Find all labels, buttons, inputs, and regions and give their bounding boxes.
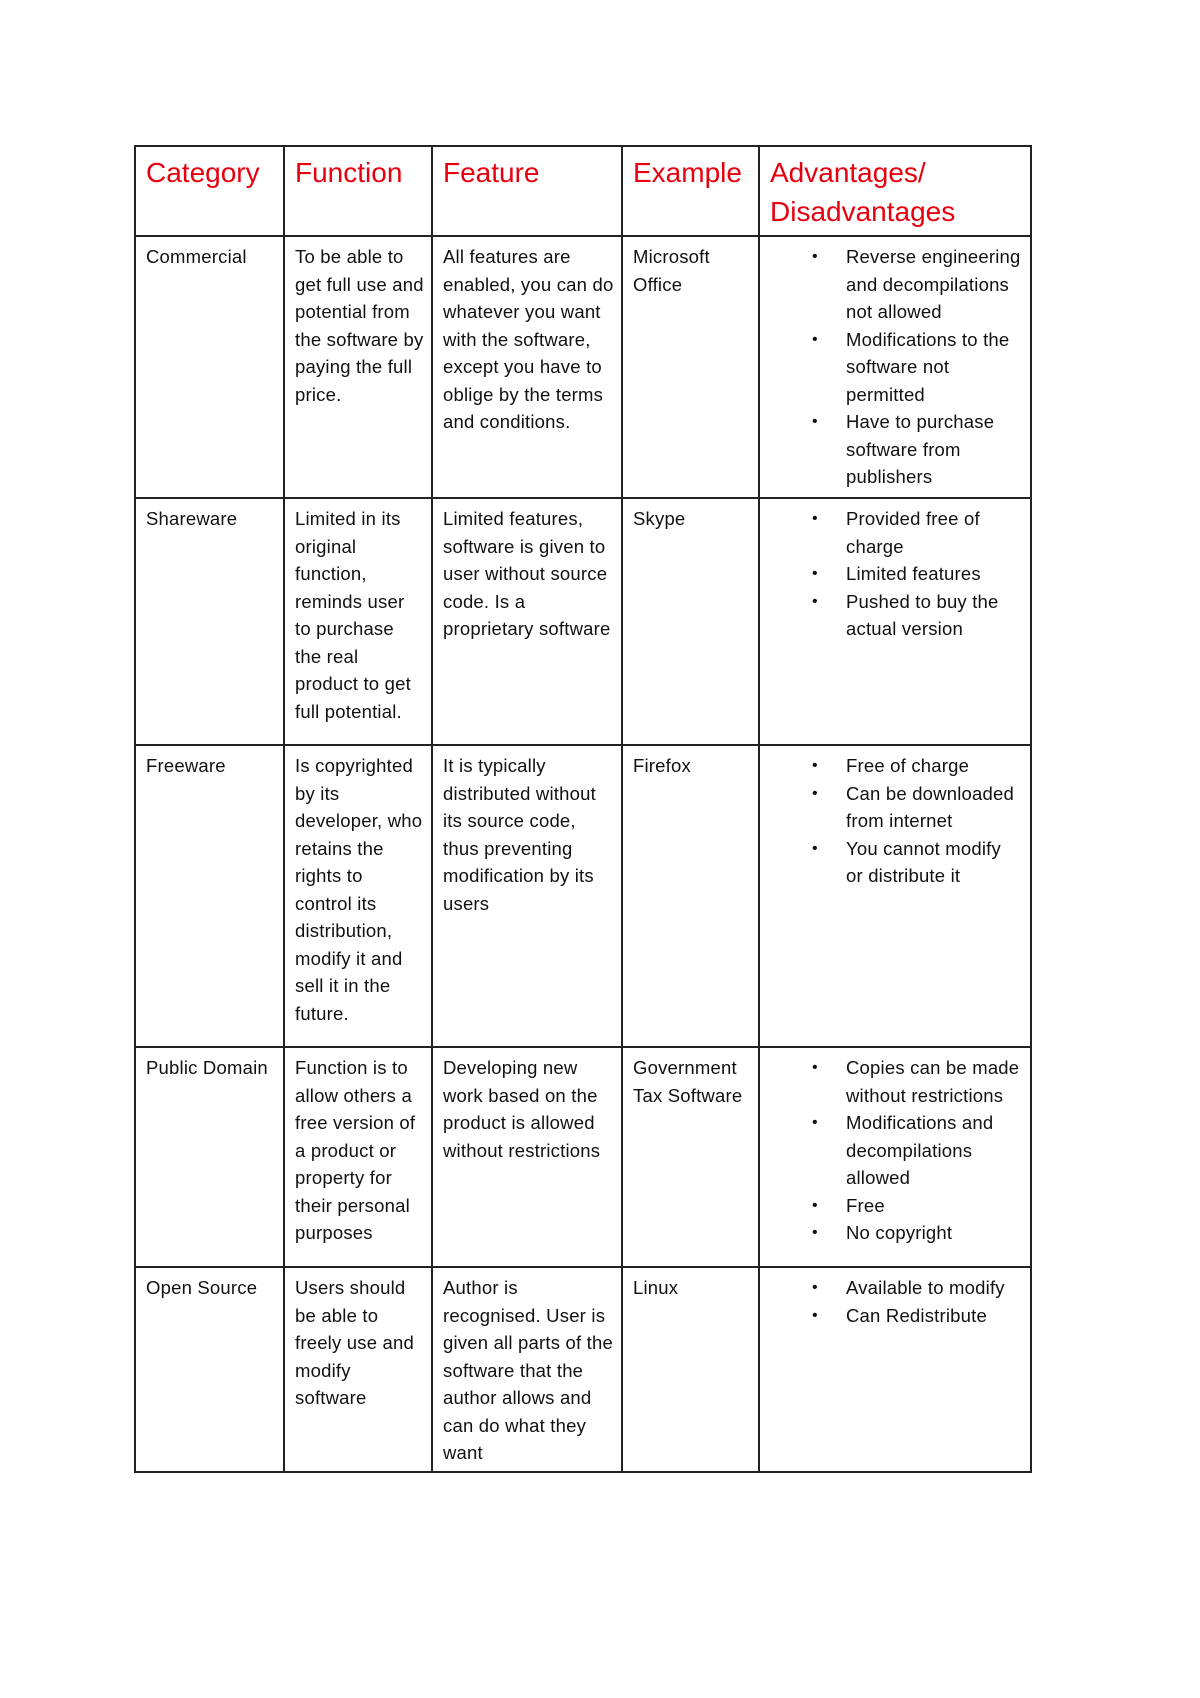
bullet-text: Copies can be made without restrictions [846,1057,1020,1106]
bullet-icon: • [812,839,818,857]
bullet-list [770,1054,1023,1247]
bullet-item [770,588,1023,643]
header-row [135,146,1031,236]
bullet-text: You cannot modify or distribute it [846,837,1001,886]
bullet-item [770,1302,1023,1330]
bullet-item [770,560,1023,588]
example-cell: Microsoft Office [622,236,759,498]
bullet-item [770,752,1023,780]
bullet-icon: • [812,565,818,582]
category-cell: Freeware [135,745,284,1047]
feature-cell: Limited features, software is given to user without source code. Is a proprietary software [432,498,622,745]
example-cell: Government Tax Software [622,1047,759,1267]
bullet-item [770,1219,1023,1247]
bullet-text: Can Redistribute [846,1304,987,1326]
table-row [135,236,1031,498]
bullet-item [770,326,1023,409]
bullet-text: Provided free of charge [846,508,980,557]
function-cell: To be able to get full use and potential from the software by paying the full price. [284,236,432,498]
bullet-icon: • [812,1306,818,1324]
bullet-icon: • [812,784,818,802]
bullet-text: Can be downloaded from internet [846,782,1014,831]
bullet-icon: • [812,1196,818,1214]
table-row [135,1267,1031,1472]
bullet-text: Modifications and decompilations allowed [846,1112,994,1188]
function-cell: Function is to allow others a free version of a product or property for their personal purposes [284,1047,432,1267]
table-row [135,498,1031,745]
function-cell: Is copyrighted by its developer, who retains the rights to control its distribution, modify it and sell it in the future. [284,745,432,1047]
bullet-item [770,1109,1023,1192]
header-advantages-disadvantages: Advantages/ Disadvantages [759,146,1031,236]
bullet-item [770,835,1023,890]
category-cell: Shareware [135,498,284,745]
feature-cell: Author is recognised. User is given all parts of the software that the author allows and can do what they want [432,1267,622,1472]
example-cell: Firefox [622,745,759,1047]
bullet-list [770,243,1023,491]
bullet-icon: • [812,1059,818,1076]
bullet-icon: • [812,1224,818,1241]
advantages-cell [759,236,1031,498]
example-cell: Linux [622,1267,759,1472]
feature-cell: It is typically distributed without its source code, thus preventing modification by its users [432,745,622,1047]
bullet-item [770,1192,1023,1220]
bullet-text: Available to modify [846,1277,1005,1298]
header-example: Example [622,146,759,236]
software-categories-table [134,145,1032,1473]
bullet-text: Pushed to buy the actual version [846,590,999,639]
feature-cell: All features are enabled, you can do whatever you want with the software, except you have to oblige by the terms and conditions. [432,236,622,498]
bullet-item [770,408,1023,491]
advantages-cell [759,498,1031,745]
bullet-list [770,752,1023,890]
advantages-cell [759,1267,1031,1472]
bullet-text: Modifications to the software not permitted [846,328,1010,405]
bullet-text: Reverse engineering and decompilations not allowed [846,246,1021,322]
bullet-text: Limited features [846,563,981,584]
bullet-icon: • [812,330,818,348]
bullet-item [770,1274,1023,1302]
bullet-icon: • [812,510,818,527]
table-row [135,745,1031,1047]
header-feature: Feature [432,146,622,236]
bullet-icon: • [812,592,818,610]
table-row [135,1047,1031,1267]
bullet-text: Free of charge [846,755,970,776]
function-cell: Users should be able to freely use and modify software [284,1267,432,1472]
bullet-icon: • [812,248,818,265]
bullet-text: Have to purchase software from publishers [846,411,995,487]
bullet-icon: • [812,1114,818,1131]
function-cell: Limited in its original function, reminds user to purchase the real product to get full potential. [284,498,432,745]
bullet-list [770,1274,1023,1329]
bullet-text: No copyright [846,1222,953,1243]
bullet-icon: • [812,413,818,430]
bullet-item [770,243,1023,326]
bullet-list [770,505,1023,643]
category-cell: Open Source [135,1267,284,1472]
example-cell: Skype [622,498,759,745]
bullet-item [770,780,1023,835]
category-cell: Commercial [135,236,284,498]
bullet-icon: • [812,1279,818,1296]
header-category: Category [135,146,284,236]
feature-cell: Developing new work based on the product is allowed without restrictions [432,1047,622,1267]
advantages-cell [759,1047,1031,1267]
header-function: Function [284,146,432,236]
bullet-icon: • [812,757,818,774]
bullet-item [770,1054,1023,1109]
bullet-item [770,505,1023,560]
advantages-cell [759,745,1031,1047]
category-cell: Public Domain [135,1047,284,1267]
bullet-text: Free [846,1194,885,1216]
